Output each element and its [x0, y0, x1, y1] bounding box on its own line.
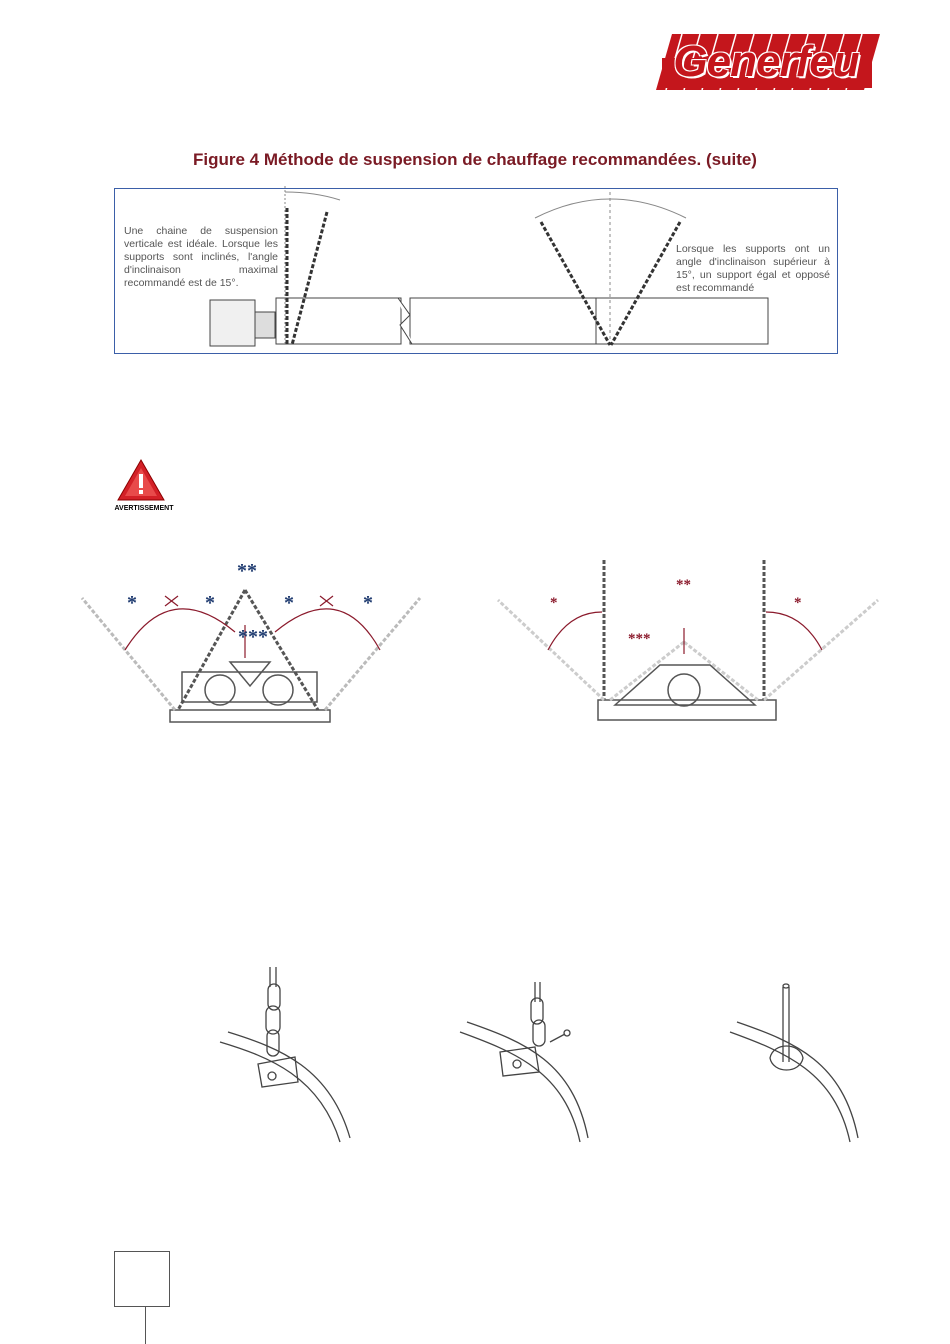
mark-star-right-2: * — [794, 595, 802, 611]
mark-star-right-1: * — [550, 595, 558, 611]
mark-star-2: * — [205, 592, 215, 614]
figure-title: Figure 4 Méthode de suspension de chauffage recommandées. (suite) — [193, 150, 757, 169]
mark-double-star: ** — [237, 560, 257, 582]
note-vertical-chain: Une chaine de suspension verticale est idéale. Lorsque les supports sont inclinés, l'angle d'inclinaison maximal recommandé est de 15°. — [124, 225, 278, 289]
mark-star-3: * — [284, 592, 294, 614]
warning-label: AVERTISSEMENT — [114, 505, 174, 512]
heater-suspension-drawing — [0, 0, 950, 360]
detail-shackle-hook — [455, 962, 605, 1152]
note-opposed-support: Lorsque les supports ont un angle d'inclinaison supérieur à 15°, un support égal et opposé est recommandé — [676, 243, 830, 294]
mark-star-4: * — [363, 592, 373, 614]
mark-star-1: * — [127, 592, 137, 614]
page-margin-line — [145, 1307, 146, 1344]
logo-wordmark: Generfeu — [673, 37, 859, 86]
detail-rod-hook — [725, 962, 875, 1152]
detail-chain-hook — [210, 962, 370, 1152]
page-number-box — [114, 1251, 170, 1307]
mark-double-star-right: ** — [676, 577, 691, 593]
mark-triple-star-right: *** — [628, 631, 651, 647]
mark-triple-star: *** — [238, 626, 268, 648]
